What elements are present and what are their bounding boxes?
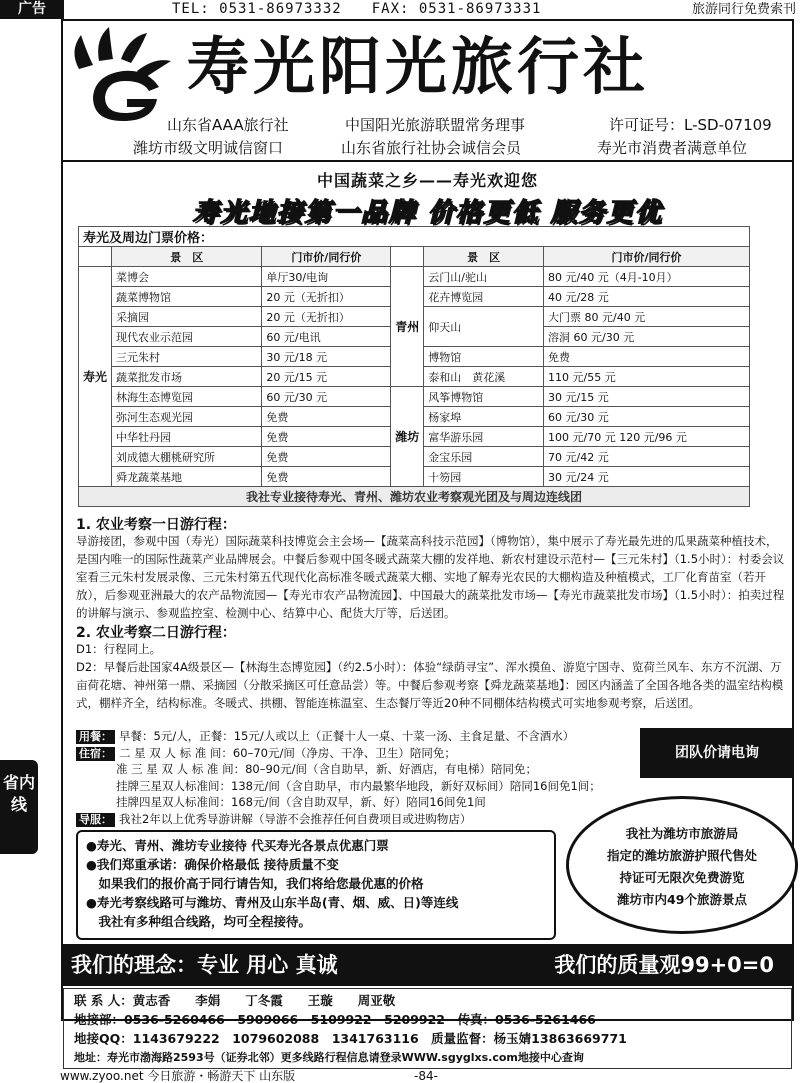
site-name: 蔬菜批发市场 <box>112 367 262 387</box>
site-name: 刘成德大棚桃研究所 <box>112 447 262 467</box>
site-name: 三元朱村 <box>112 347 262 367</box>
agent-notice <box>566 796 798 934</box>
contact-block <box>63 988 792 1069</box>
site-name: 蔬菜博物馆 <box>112 287 262 307</box>
col-header-site: 景 区 <box>112 247 262 267</box>
team-price-banner: 团队价请电询 <box>640 728 794 778</box>
header <box>63 21 792 159</box>
col-header-price: 门市价/同行价 <box>262 247 391 267</box>
site-price: 80 元/40 元（4月-10月） <box>544 267 750 287</box>
table-row <box>79 387 750 407</box>
stay-label: 住宿： <box>76 747 115 761</box>
region-qingzhou: 青州 <box>391 267 424 387</box>
credential-association: 山东省旅行社协会诚信会员 <box>341 139 522 157</box>
welcome-slogan: 中国蔬菜之乡——寿光欢迎您 <box>316 171 538 190</box>
site-price: 免费 <box>262 427 391 447</box>
site-price: 110 元/55 元 <box>544 367 750 387</box>
itinerary-2-day1: D1：行程同上。 <box>76 642 162 656</box>
sun-logo-icon <box>67 25 175 125</box>
index-label: 旅游同行免费索刊 <box>691 2 796 17</box>
site-price: 大门票 80 元/40 元 <box>544 307 750 327</box>
site-name: 舜龙蔬菜基地 <box>112 467 262 487</box>
agent-line: 指定的潍坊旅游护照代售处 <box>606 848 757 863</box>
site-price: 70 元/42 元 <box>544 447 750 467</box>
stay-option: 挂牌三星双人标准间：138元/间（含自助早，市内最繁华地段，新好双标间）陪同16间免1间； <box>116 778 601 793</box>
site-name: 十笏园 <box>424 467 544 487</box>
site-price: 免费 <box>262 407 391 427</box>
site-price: 30 元/15 元 <box>544 387 750 407</box>
credential-consumer: 寿光市消费者满意单位 <box>597 139 748 157</box>
contact-phones: 地接部：0536-5260466 5909066 5109922 5209922 传真：0536-5261466 <box>74 1012 596 1027</box>
stay-option: 准 三 星 双 人 标 准 间：80–90元/间（含自助早，新、好酒店，有电梯）陪同免； <box>116 762 537 776</box>
footer-site: www.zyoo.net 今日旅游・畅游天下 山东版 <box>60 1069 296 1083</box>
site-price: 20 元（无折扣） <box>262 307 391 327</box>
stay-option: 挂牌四星双人标准间：168元/间（含自助双早，新、好）陪同16间免1间 <box>116 795 486 809</box>
credential-civil: 潍坊市级文明诚信窗口 <box>133 139 284 157</box>
site-price: 溶洞 60 元/30 元 <box>544 327 750 347</box>
site-name: 博物馆 <box>424 347 544 367</box>
section-tab: 省内线 <box>0 760 38 854</box>
site-price: 60 元/30 元 <box>262 387 391 407</box>
itinerary-1-text: 导游接团，参观中国（寿光）国际蔬菜科技博览会主会场—【蔬菜高科技示范园】（博物馆），集中展示了寿光最先进的瓜果蔬菜种植技术，是国内唯一的国际性蔬菜产业品牌展会。中餐后参观中国冬暖式蔬菜大棚的发祥地、新农村建设示范村—【三元朱村】（1.5小时）：村委会议室看三元朱村发展录像、三元朱村第五代现代化高标准冬暖式蔬菜大棚、实地了解寿光农民的大棚构造及种植模式，工厂化育苗室（若开放），后参观亚洲最大的农产品物流园—【寿光市农产品物流园】、中国最大的蔬菜批发市场—【寿光市蔬菜批发市场】（1.5小时）：拍卖过程的讲解与演示、参观监控室、检测中心、结算中心、配货大厅等，后送团。 <box>76 534 785 620</box>
contact-people: 联 系 人：黄志香 李娟 丁冬霞 王璇 周亚敬 <box>74 993 396 1008</box>
philosophy-left: 我们的理念：专业 用心 真诚 <box>71 953 338 977</box>
site-price: 免费 <box>544 347 750 367</box>
site-price: 30 元/24 元 <box>544 467 750 487</box>
site-name: 仰天山 <box>424 307 544 347</box>
site-name: 林海生态博览园 <box>112 387 262 407</box>
promo-line: ●我们郑重承诺：确保价格最低 接待质量不变 <box>86 857 339 872</box>
guide-info: 我社2年以上优秀导游讲解（导游不会推荐任何自费项目或进购物店） <box>119 811 472 826</box>
guide-label: 导服： <box>76 813 115 827</box>
ticket-price-table <box>78 226 750 507</box>
col-header-site-2: 景 区 <box>424 247 544 267</box>
site-name: 云门山/驼山 <box>424 267 544 287</box>
site-price: 40 元/28 元 <box>544 287 750 307</box>
ad-label: 广告 <box>0 0 64 19</box>
region-shouguang: 寿光 <box>79 267 112 487</box>
site-name: 金宝乐园 <box>424 447 544 467</box>
promo-line: ●寿光、青州、潍坊专业接待 代买寿光各景点优惠门票 <box>86 838 389 853</box>
top-bar <box>0 0 800 20</box>
promo-line: 我社有多种组合线路，均可全程接待。 <box>86 914 312 929</box>
license-number: 许可证号：L-SD-07109 <box>609 116 772 134</box>
brand-slogan: 寿光地接第一品牌 价格更低 服务更优 <box>192 198 663 228</box>
philosophy-bar <box>63 944 792 986</box>
top-fax: FAX: 0531-86973331 <box>371 1 542 17</box>
site-name: 弥河生态观光园 <box>112 407 262 427</box>
site-price: 单厅30/电询 <box>262 267 391 287</box>
itinerary-2-title: 2. 农业考察二日游行程： <box>76 625 236 641</box>
agent-line: 我社为潍坊市旅游局 <box>625 826 739 841</box>
page-number: -84- <box>414 1069 438 1083</box>
itinerary-2-day2: D2：早餐后赴国家4A级景区—【林海生态博览园】（约2.5小时）：体验“绿荫寻宝”、浑水摸鱼、游览宁国寺、览荷兰风车、东方不沉湖、万亩荷花塘、神州第一鼎、采摘园（分散采摘区可任意品尝）等。中餐后参观考察【舜龙蔬菜基地】：园区内涵盖了全国各地各类的温室结构模式，棚样齐全，结构标准。冬暖式、拱棚、智能连栋温室、生态餐厅等近20种不同棚体结构模式可实地参观考察，后送团。 <box>76 660 784 710</box>
site-name: 杨家埠 <box>424 407 544 427</box>
promo-line: ●寿光考察线路可与潍坊、青州及山东半岛(青、烟、威、日)等连线 <box>86 895 459 910</box>
site-name: 风筝博物馆 <box>424 387 544 407</box>
credential-alliance: 中国阳光旅游联盟常务理事 <box>345 116 526 134</box>
col-header-price-2: 门市价/同行价 <box>544 247 750 267</box>
site-price: 60 元/30 元 <box>544 407 750 427</box>
top-contact <box>172 0 571 19</box>
page-footer <box>60 1069 796 1083</box>
site-price: 免费 <box>262 467 391 487</box>
promo-line: 如果我们的报价高于同行请告知，我们将给您最优惠的价格 <box>86 876 424 891</box>
agent-line: 持证可无限次免费游览 <box>619 870 745 885</box>
site-price: 30 元/18 元 <box>262 347 391 367</box>
region-weifang: 潍坊 <box>391 387 424 487</box>
agent-line: 潍坊市内49个旅游景点 <box>617 892 747 907</box>
credential-aaa: 山东省AAA旅行社 <box>167 116 289 134</box>
promo-box <box>76 830 556 940</box>
header-divider <box>63 160 792 162</box>
site-name: 富华游乐园 <box>424 427 544 447</box>
meal-label: 用餐： <box>76 730 115 744</box>
service-details <box>76 728 601 827</box>
price-table-footer: 我社专业接待寿光、青州、潍坊农业考察观光团及与周边连线团 <box>79 487 750 507</box>
itinerary-1-title: 1. 农业考察一日游行程： <box>76 517 236 533</box>
contact-qq: 地接QQ：1143679222 1079602088 1341763116 质量监督：杨玉婧13863669771 <box>74 1031 627 1046</box>
site-name: 花卉博览园 <box>424 287 544 307</box>
meal-info: 早餐：5元/人，正餐：15元/人或以上（正餐十人一桌、十菜一汤、主食足量、不含酒水） <box>119 729 575 743</box>
site-name: 中华牡丹园 <box>112 427 262 447</box>
site-price: 20 元（无折扣） <box>262 287 391 307</box>
top-tel: TEL: 0531-86973332 <box>172 1 342 17</box>
table-row <box>79 267 750 287</box>
site-price: 100 元/70 元 120 元/96 元 <box>544 427 750 447</box>
site-price: 免费 <box>262 447 391 467</box>
philosophy-right: 我们的质量观99+0=0 <box>554 953 774 977</box>
site-price: 60 元/电讯 <box>262 327 391 347</box>
site-name: 菜博会 <box>112 267 262 287</box>
stay-option: 二 星 双 人 标 准 间：60–70元/间（净房、干净、卫生）陪同免； <box>119 745 456 760</box>
site-name: 泰和山 黄花溪 <box>424 367 544 387</box>
agency-name: 寿光阳光旅行社 <box>187 30 650 103</box>
site-name: 采摘园 <box>112 307 262 327</box>
price-table-title: 寿光及周边门票价格： <box>79 227 750 247</box>
site-price: 20 元/15 元 <box>262 367 391 387</box>
contact-address: 地址：寿光市渤海路2593号（证券北邻）更多线路行程信息请登录WWW.sgyglxs.com地接中心查询 <box>74 1051 584 1064</box>
site-name: 现代农业示范园 <box>112 327 262 347</box>
